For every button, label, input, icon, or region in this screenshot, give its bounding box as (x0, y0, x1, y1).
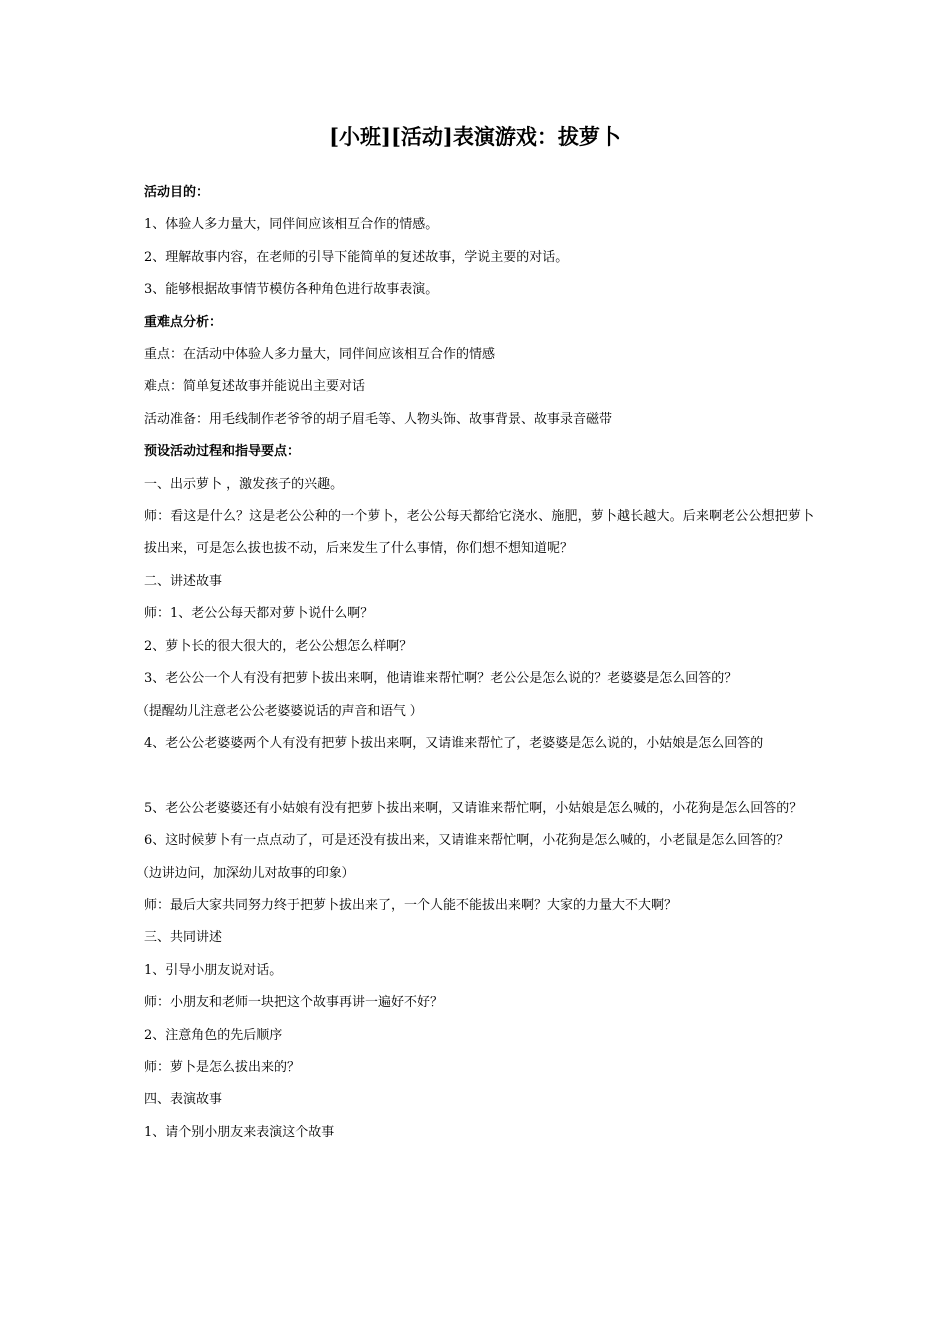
paragraph: 一、出示萝卜 ，激发孩子的兴趣。 (144, 476, 344, 492)
document-body (136, 177, 814, 1149)
paragraph: 2、注意角色的先后顺序 (144, 1027, 283, 1043)
paragraph: 3、老公公一个人有没有把萝卜拔出来啊，他请谁来帮忙啊？老公公是怎么说的？老婆婆是怎么回答的？ (144, 671, 738, 687)
paragraph: 4、老公公老婆婆两个人有没有把萝卜拔出来啊，又请谁来帮忙了，老婆婆是怎么说的，小姑娘是怎么回答的 (144, 735, 764, 751)
section-heading: 重难点分析： (144, 314, 223, 330)
paragraph: 师：萝卜是怎么拔出来的？ (144, 1059, 301, 1075)
document-title: [小班][活动]表演游戏：拔萝卜 (329, 124, 621, 149)
paragraph: 二、讲述故事 (144, 573, 223, 589)
paragraph: 重点：在活动中体验人多力量大，同伴间应该相互合作的情感 (144, 347, 496, 363)
section-heading: 活动目的： (144, 185, 210, 200)
paragraph: 3、能够根据故事情节模仿各种角色进行故事表演。 (144, 282, 439, 298)
paragraph: （提醒幼儿注意老公公老婆婆说话的声音和语气 ） (136, 703, 423, 719)
paragraph: 6、这时候萝卜有一点点动了，可是还没有拔出来，又请谁来帮忙啊，小花狗是怎么喊的，小老鼠是怎么回答的？ (144, 833, 790, 849)
paragraph: 1、引导小朋友说对话。 (144, 962, 283, 978)
paragraph: 活动准备：用毛线制作老爷爷的胡子眉毛等、人物头饰、故事背景、故事录音磁带 (144, 411, 613, 427)
paragraph: 1、请个别小朋友来表演这个故事 (144, 1124, 335, 1140)
paragraph: 难点：简单复述故事并能说出主要对话 (144, 379, 366, 395)
paragraph: 2、萝卜长的很大很大的，老公公想怎么样啊？ (144, 638, 413, 654)
paragraph: 5、老公公老婆婆还有小姑娘有没有把萝卜拔出来啊，又请谁来帮忙啊，小姑娘是怎么喊的，小花狗是怎么回答的？ (144, 800, 803, 816)
paragraph: 师：最后大家共同努力终于把萝卜拔出来了，一个人能不能拔出来啊？大家的力量大不大啊？ (144, 897, 678, 913)
section-heading: 预设活动过程和指导要点： (144, 444, 301, 460)
paragraph: 2、理解故事内容，在老师的引导下能简单的复述故事，学说主要的对话。 (144, 249, 569, 265)
paragraph: （边讲边问，加深幼儿对故事的印象） (136, 865, 355, 881)
paragraph: 1、体验人多力量大，同伴间应该相互合作的情感。 (144, 217, 439, 233)
paragraph: 师：看这是什么？这是老公公种的一个萝卜，老公公每天都给它浇水、施肥，萝卜越长越大。后来啊老公公想把萝卜拔出来，可是怎么拔也拔不动，后来发生了什么事情，你们想不想知道呢？ (144, 509, 814, 557)
paragraph: 三、共同讲述 (144, 930, 223, 946)
paragraph: 师：1、老公公每天都对萝卜说什么啊？ (144, 606, 374, 622)
paragraph: 四、表演故事 (144, 1092, 223, 1108)
paragraph: 师：小朋友和老师一块把这个故事再讲一遍好不好？ (144, 995, 444, 1011)
